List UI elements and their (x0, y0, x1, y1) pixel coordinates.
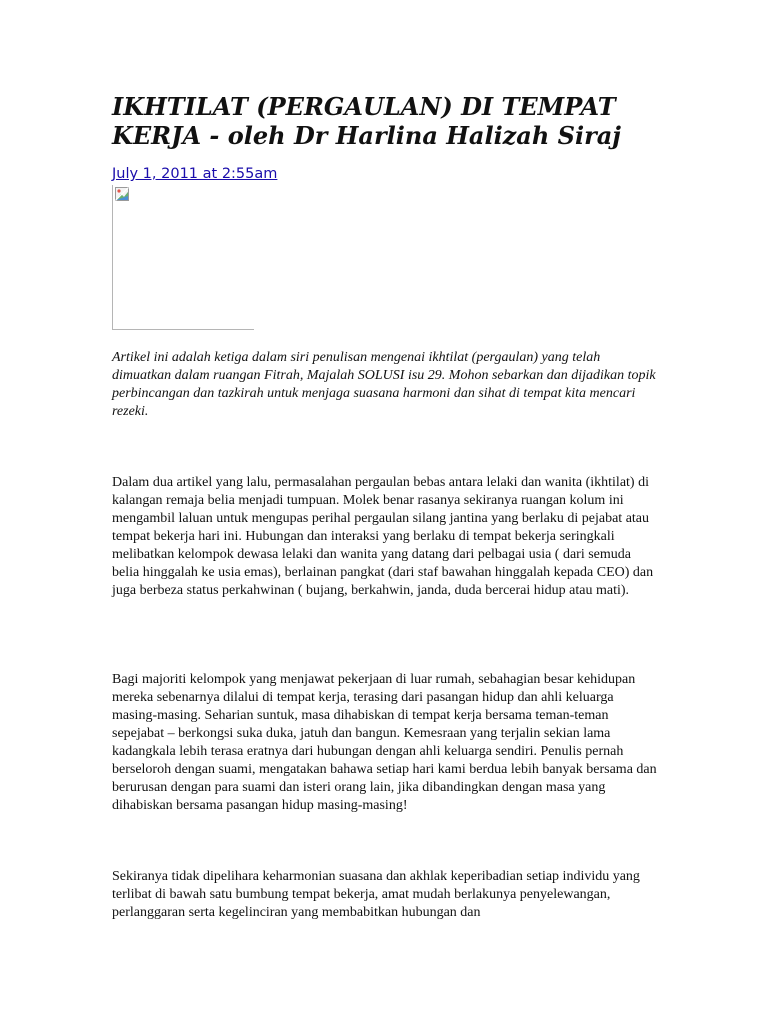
article-paragraph-2: Bagi majoriti kelompok yang menjawat pekerjaan di luar rumah, sebahagian besar kehidupan mereka sebenarnya dilalui di tempat kerja, terasing dari pasangan hidup dan ahli keluarga masing-masing. Seharian suntuk, masa dihabiskan di tempat kerja bersama teman-teman sepejabat – berkongsi suka duka, jatuh dan bangun. Kemesraan yang terjalin sekian lama kadangkala lebih terasa eratnya dari hubungan dengan ahli keluarga sendiri. Penulis pernah berseloroh dengan suami, mengatakan bahawa setiap hari kami berdua lebih banyak bersama dan berurusan dengan para suami dan isteri orang lain, jika dibandingkan dengan masa yang dihabiskan bersama pasangan hidup masing-masing! (112, 672, 657, 813)
article-date-link[interactable]: July 1, 2011 at 2:55am (112, 166, 278, 182)
article-paragraph-3: Sekiranya tidak dipelihara keharmonian suasana dan akhlak keperibadian setiap individu yang terlibat di bawah satu bumbung tempat bekerja, amat mudah berlakunya penyelewangan, perlanggaran serta kegelinciran yang membabitkan hubungan dan (112, 869, 640, 920)
article-intro: Artikel ini adalah ketiga dalam siri penulisan mengenai ikhtilat (pergaulan) yang telah dimuatkan dalam ruangan Fitrah, Majalah SOLUSI isu 29. Mohon sebarkan dan dijadikan topik perbincangan dan tazkirah untuk menjaga suasana harmoni dan sihat di tempat kita mencari rezeki. (112, 350, 656, 419)
article-image-placeholder (112, 185, 254, 330)
article-title: IKHTILAT (PERGAULAN) DI TEMPAT KERJA - oleh Dr Harlina Halizah Siraj (112, 92, 621, 150)
broken-image-icon (115, 187, 129, 201)
article-paragraph-1: Dalam dua artikel yang lalu, permasalahan pergaulan bebas antara lelaki dan wanita (ikhtilat) di kalangan remaja belia menjadi tumpuan. Molek benar rasanya sekiranya ruangan kolum ini mengambil laluan untuk mengupas perihal pergaulan silang jantina yang berlaku di pejabat atau tempat bekerja hari ini. Hubungan dan interaksi yang berlaku di tempat bekerja seringkali melibatkan kelompok dewasa lelaki dan wanita yang datang dari pelbagai usia ( dari semuda belia hinggalah ke usia emas), berlainan pangkat (dari staf bawahan hinggalah kepada CEO) dan juga berbeza status perkahwinan ( bujang, berkahwin, janda, duda bercerai hidup atau mati). (112, 475, 654, 598)
